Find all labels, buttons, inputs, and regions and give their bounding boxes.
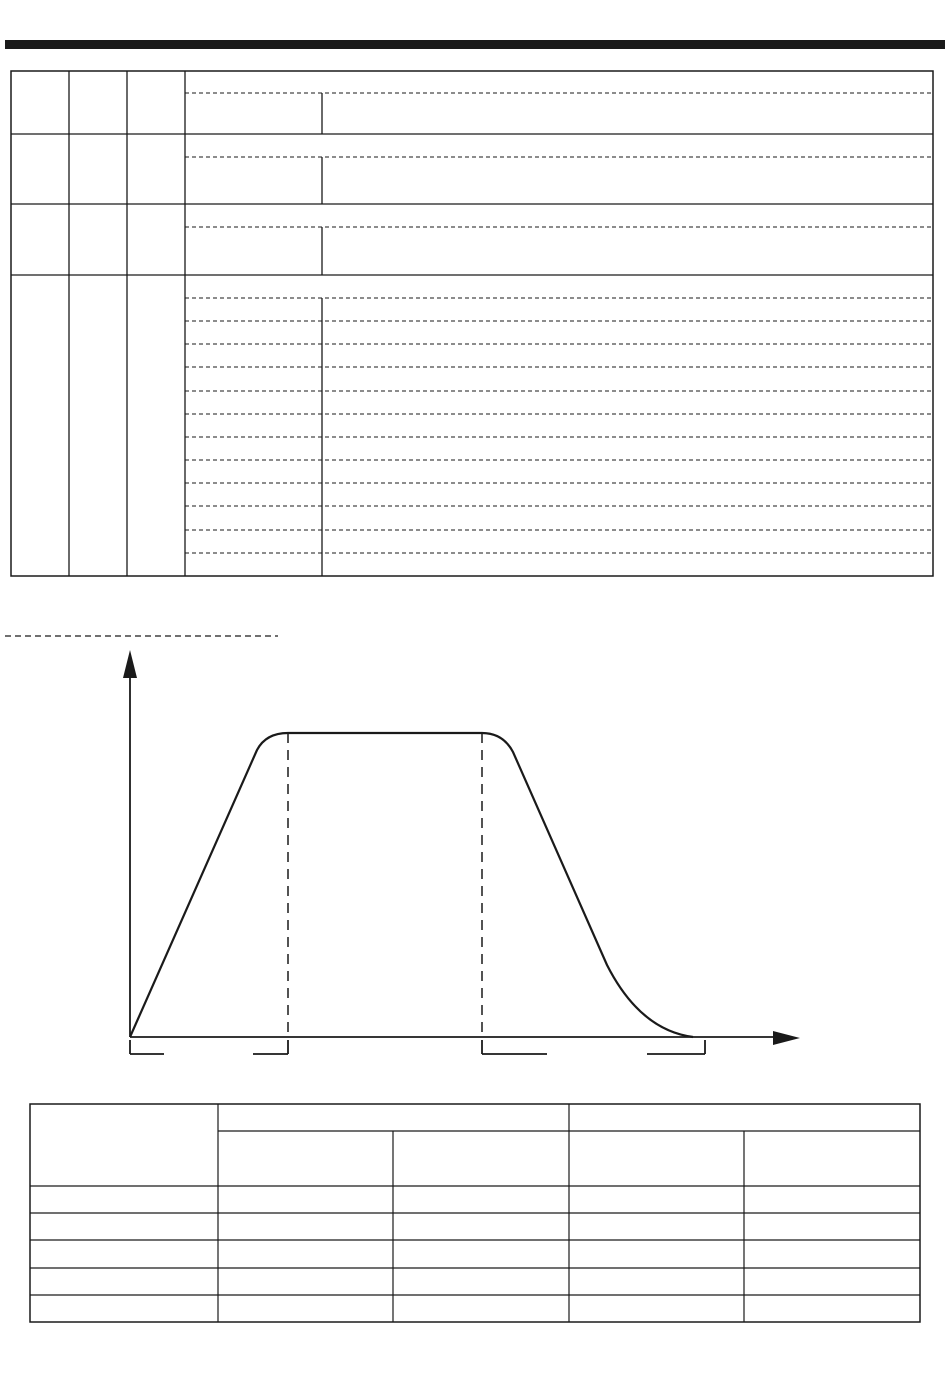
y-axis-arrowhead <box>123 650 137 678</box>
x-axis-arrowhead <box>773 1031 800 1045</box>
param-group-4-rows <box>185 298 933 553</box>
parameter-table <box>11 71 933 576</box>
summary-rows <box>30 1213 920 1295</box>
profile-curve <box>130 733 693 1037</box>
summary-table <box>30 1104 920 1322</box>
fall-phase-bracket <box>482 1040 705 1054</box>
parameter-table-border <box>11 71 933 576</box>
rise-phase-bracket <box>130 1040 288 1054</box>
profile-diagram <box>123 650 800 1054</box>
